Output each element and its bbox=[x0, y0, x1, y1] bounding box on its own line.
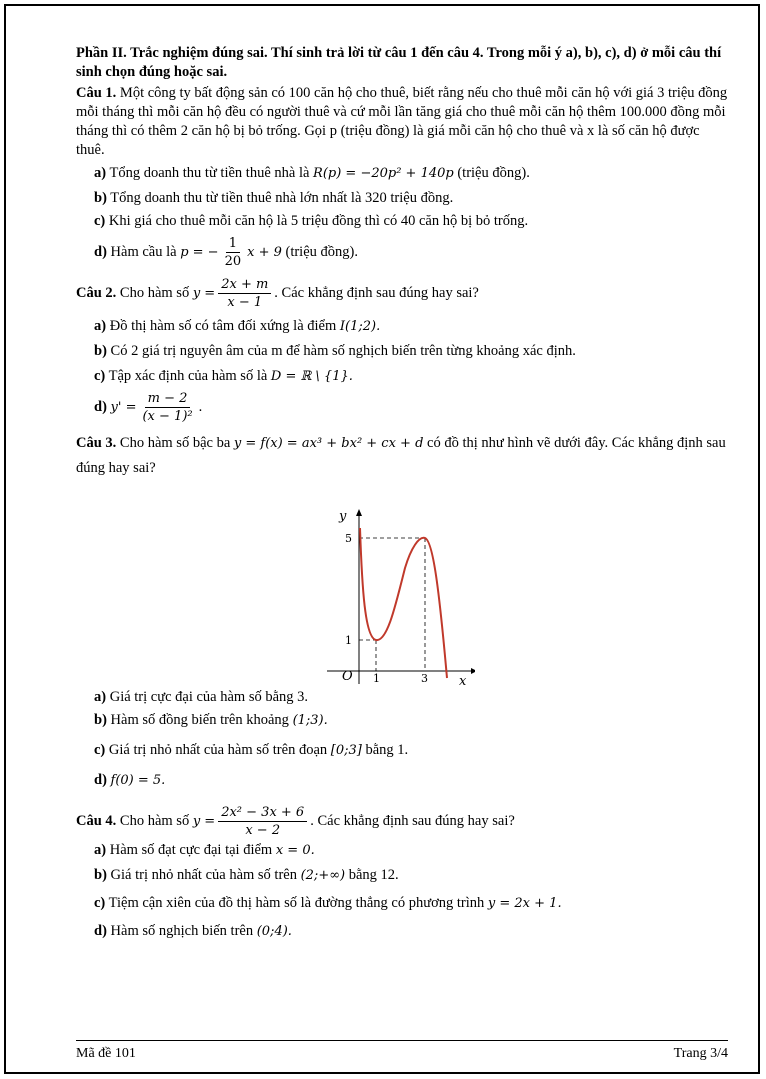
question-4 bbox=[76, 804, 728, 839]
q2-d-num: m − 2 bbox=[145, 390, 191, 408]
q2-b-label: b) bbox=[94, 343, 107, 359]
q1-option-d bbox=[94, 235, 728, 270]
q3-a-label: a) bbox=[94, 689, 107, 705]
question-3-after: có đồ thị như hình vẽ dưới đây. Các khẳng định sau đúng hay sai? bbox=[76, 435, 726, 476]
q3-option-c bbox=[94, 741, 728, 760]
q4-a-text: Hàm số đạt cực đại tại điểm bbox=[109, 842, 273, 858]
q2-a-text: Đồ thị hàm số có tâm đối xứng là điểm bbox=[109, 318, 337, 334]
q2-a-label: a) bbox=[94, 318, 107, 334]
q1-d-fraction bbox=[222, 235, 245, 270]
q1-d-den: 20 bbox=[224, 254, 242, 269]
question-4-intro: Cho hàm số bbox=[119, 812, 190, 829]
q4-option-b bbox=[94, 866, 728, 885]
q3-c-math: [0;3] bbox=[330, 743, 362, 758]
q3-b-label: b) bbox=[94, 712, 107, 728]
q4-d-math: (0;4). bbox=[256, 924, 292, 939]
q1-d-post: x + 9 bbox=[247, 244, 282, 260]
q1-d-unit: (triệu đồng). bbox=[285, 243, 358, 260]
q2-option-b bbox=[94, 342, 728, 361]
q4-b-after: bằng 12. bbox=[348, 867, 399, 883]
q2-b-text: Có 2 giá trị nguyên âm của m để hàm số nghịch biến trên từng khoảng xác định. bbox=[110, 343, 576, 359]
origin-label: O bbox=[342, 669, 353, 684]
q2-num: 2x + m bbox=[218, 276, 271, 294]
q2-fraction bbox=[218, 276, 271, 311]
q4-num: 2x² − 3x + 6 bbox=[218, 804, 307, 822]
q4-d-text: Hàm số nghịch biến trên bbox=[110, 923, 254, 939]
q4-den: x − 2 bbox=[245, 823, 281, 838]
question-1 bbox=[76, 84, 728, 160]
q4-b-math: (2;+∞) bbox=[300, 868, 346, 883]
q1-d-num: 1 bbox=[226, 235, 240, 253]
q3-b-text: Hàm số đồng biến trên khoảng bbox=[110, 712, 289, 728]
x-tick-1: 1 bbox=[373, 672, 380, 685]
q4-fraction bbox=[218, 804, 307, 839]
q4-b-label: b) bbox=[94, 867, 107, 883]
q2-d-den: (x − 1)² bbox=[142, 409, 193, 424]
page-footer bbox=[76, 1040, 728, 1061]
q4-c-label: c) bbox=[94, 895, 106, 911]
q3-math: y = f(x) = ax³ + bx² + cx + d bbox=[233, 436, 424, 451]
q1-option-c bbox=[94, 212, 728, 231]
x-axis-label: x bbox=[459, 674, 467, 688]
question-4-after: . Các khẳng định sau đúng hay sai? bbox=[310, 812, 515, 829]
y-axis-label: y bbox=[339, 509, 347, 524]
q3-d-label: d) bbox=[94, 772, 107, 788]
q3-b-math: (1;3). bbox=[292, 713, 328, 728]
q1-b-label: b) bbox=[94, 190, 107, 206]
q1-a-text: Tổng doanh thu từ tiền thuê nhà là bbox=[109, 165, 310, 181]
q1-a-label: a) bbox=[94, 165, 107, 181]
q2-d-fraction bbox=[139, 390, 195, 425]
q4-option-c bbox=[94, 894, 728, 913]
q1-option-b bbox=[94, 189, 728, 208]
q4-b-text: Giá trị nhỏ nhất của hàm số trên bbox=[110, 867, 297, 883]
q1-a-math: R(p) = −20p² + 140p bbox=[313, 166, 454, 181]
q2-c-math: D = ℝ \ {1}. bbox=[270, 369, 353, 384]
page-number: Trang 3/4 bbox=[673, 1046, 728, 1061]
q4-option-d bbox=[94, 922, 728, 941]
question-3-label: Câu 3. bbox=[76, 435, 117, 451]
q1-a-unit: (triệu đồng). bbox=[457, 165, 530, 181]
y-axis-arrow-icon bbox=[356, 509, 362, 516]
q2-d-label: d) bbox=[94, 398, 107, 415]
y-tick-5: 5 bbox=[345, 532, 352, 545]
q1-d-text: Hàm cầu là bbox=[110, 243, 177, 260]
q3-c-after: bằng 1. bbox=[365, 742, 409, 758]
q1-b-text: Tổng doanh thu từ tiền thuê nhà lớn nhất là 320 triệu đồng. bbox=[110, 190, 454, 206]
q4-c-math: y = 2x + 1. bbox=[487, 896, 562, 911]
question-3-options bbox=[76, 688, 728, 941]
q2-a-math: I(1;2). bbox=[339, 319, 381, 334]
question-2 bbox=[76, 276, 728, 311]
q4-option-a bbox=[94, 841, 728, 860]
question-3 bbox=[76, 431, 728, 481]
question-3-intro: Cho hàm số bậc ba bbox=[119, 435, 231, 451]
q1-option-a bbox=[94, 164, 728, 183]
question-1-label: Câu 1. bbox=[76, 85, 117, 101]
x-tick-3: 3 bbox=[421, 672, 428, 685]
q2-d-post: . bbox=[198, 398, 203, 415]
q3-c-label: c) bbox=[94, 742, 106, 758]
function-curve bbox=[360, 528, 447, 678]
q4-a-math: x = 0. bbox=[275, 843, 315, 858]
q2-y-eq: y = bbox=[192, 285, 216, 301]
y-tick-1: 1 bbox=[345, 634, 352, 647]
q2-d-pre: y' = bbox=[110, 399, 137, 415]
q3-c-text: Giá trị nhỏ nhất của hàm số trên đoạn bbox=[108, 742, 328, 758]
question-2-label: Câu 2. bbox=[76, 284, 117, 301]
q3-d-math: f(0) = 5. bbox=[110, 773, 166, 788]
q4-y-eq: y = bbox=[192, 813, 216, 829]
document-content bbox=[76, 44, 728, 481]
q2-option-d bbox=[94, 390, 728, 425]
q2-option-c bbox=[94, 367, 728, 386]
q3-a-text: Giá trị cực đại của hàm số bằng 3. bbox=[109, 689, 309, 705]
question-2-after: . Các khẳng định sau đúng hay sai? bbox=[274, 284, 479, 301]
q4-d-label: d) bbox=[94, 923, 107, 939]
q4-a-label: a) bbox=[94, 842, 107, 858]
exam-code: Mã đề 101 bbox=[76, 1046, 136, 1061]
q4-c-text: Tiệm cận xiên của đồ thị hàm số là đường thẳng có phương trình bbox=[108, 895, 485, 911]
cubic-graph bbox=[325, 508, 475, 688]
q3-option-b bbox=[94, 711, 728, 730]
q3-option-a bbox=[94, 688, 728, 707]
question-1-text: Một công ty bất động sản có 100 căn hộ cho thuê, biết rằng nếu cho thuê mỗi căn hộ với giá 3 triệu đồng mỗi tháng thì mỗi căn hộ đều có người thuê và cứ mỗi lần tăng giá cho thuê mỗi căn hộ thêm 100.000 đồng mỗi tháng thì có thêm 2 căn hộ bị bỏ trống. Gọi p (triệu đồng) là giá mỗi căn hộ cho thuê và x là số căn hộ được thuê. bbox=[76, 85, 728, 158]
q1-d-pre: p = − bbox=[180, 244, 219, 260]
q1-c-label: c) bbox=[94, 213, 106, 229]
q2-c-label: c) bbox=[94, 368, 106, 384]
part-heading: Phần II. Trắc nghiệm đúng sai. Thí sinh trả lời từ câu 1 đến câu 4. Trong mỗi ý a), b), c), d) ở mỗi câu thí sinh chọn đúng hoặc sai. bbox=[76, 45, 722, 80]
q2-den: x − 1 bbox=[227, 295, 263, 310]
q2-option-a bbox=[94, 317, 728, 336]
question-4-label: Câu 4. bbox=[76, 812, 117, 829]
question-2-intro: Cho hàm số bbox=[119, 284, 190, 301]
q1-c-text: Khi giá cho thuê mỗi căn hộ là 5 triệu đồng thì có 40 căn hộ bị bỏ trống. bbox=[108, 213, 529, 229]
q1-d-label: d) bbox=[94, 243, 107, 260]
q3-option-d bbox=[94, 771, 728, 790]
x-axis-arrow-icon bbox=[471, 668, 475, 674]
q2-c-text: Tập xác định của hàm số là bbox=[108, 368, 268, 384]
